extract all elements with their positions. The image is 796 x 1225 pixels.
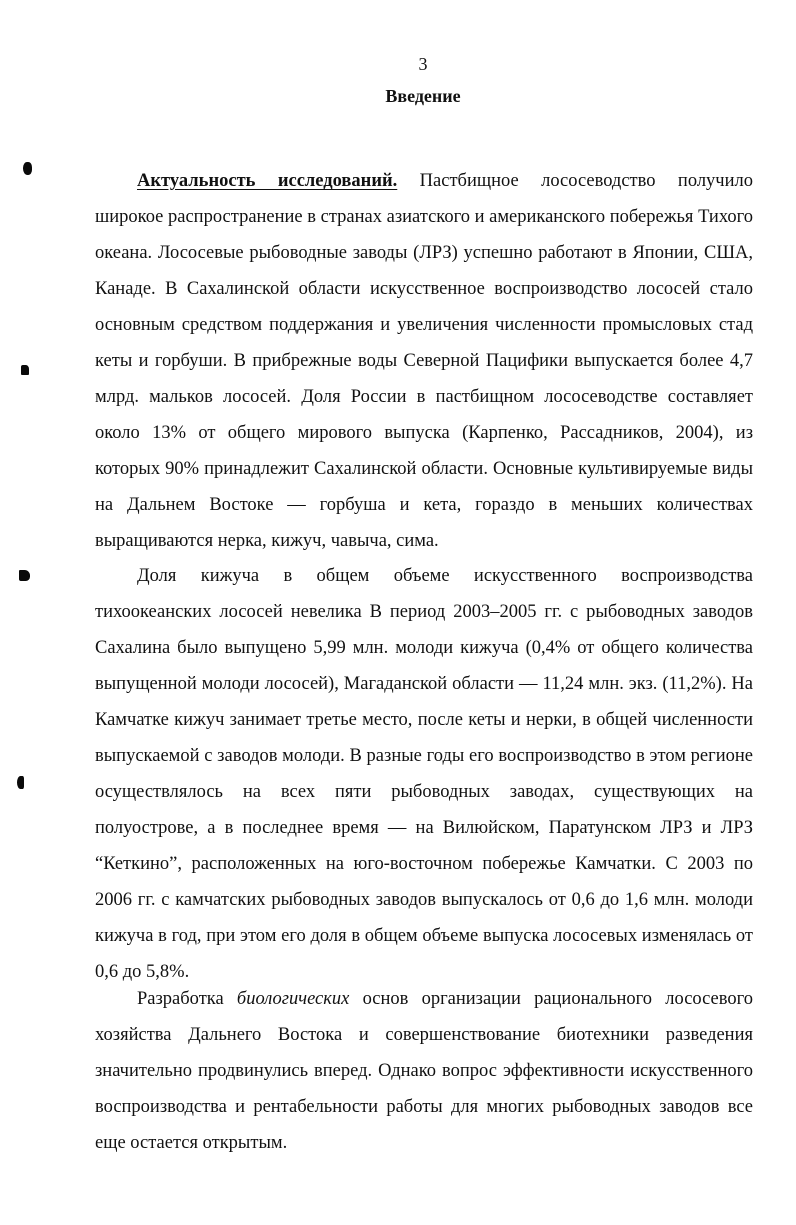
scan-mark-icon	[21, 365, 29, 375]
paragraph-coho-share	[95, 558, 753, 990]
paragraph-text: Пастбищное лососеводство получило широкое распространение в странах азиатского и американского побережья Тихого океана. Лососевые рыбоводные заводы (ЛРЗ) успешно работают в Японии, США, Канаде. В Сахалинской области искусственное воспроизводство лососей стало основным средством поддержания и увеличения численности промысловых стад кеты и горбуши. В прибрежные воды Северной Пацифики выпускается более 4,7 млрд. мальков лососей. Доля России в пастбищном лососеводстве составляет около 13% от общего мирового выпуска (Карпенко, Рассадников, 2004), из которых 90% принадлежит Сахалинской области. Основные культивируемые виды на Дальнем Востоке — горбуша и кета, гораздо в меньших количествах выращиваются нерка, кижуч, чавыча, сима.	[95, 171, 753, 551]
scan-mark-icon	[19, 570, 30, 581]
page-number: 3	[418, 54, 428, 74]
scan-mark-icon	[23, 162, 32, 175]
paragraph-text: основ организации рационального лососевого хозяйства Дальнего Востока и совершенствование биотехники разведения значительно продвинулись вперед. Однако вопрос эффективности искусственного воспроизводства и рентабельности работы для многих рыбоводных заводов все еще остается открытым.	[95, 989, 753, 1153]
section-lead-heading: Актуальность исследований.	[137, 171, 398, 191]
paragraph-text: Доля кижуча в общем объеме искусственного воспроизводства тихоокеанских лососей невелика В период 2003–2005 гг. с рыбоводных заводов Сахалина было выпущено 5,99 млн. молоди кижуча (0,4% от общего количества выпущенной молоди лососей), Магаданской области — 11,24 млн. экз. (11,2%). На Камчатке кижуч занимает третье место, после кеты и нерки, в общей численности выпускаемой с заводов молоди. В разные годы его воспроизводство в этом регионе осуществлялось на всех пяти рыбоводных заводах, существующих на полуострове, а в последнее время — на Вилюйском, Паратунском ЛРЗ и ЛРЗ “Кеткино”, расположенных на юго-восточном побережье Камчатки. С 2003 по 2006 гг. с камчатских рыбоводных заводов выпускалось от 0,6 до 1,6 млн. молоди кижуча в год, при этом его доля в общем объеме выпуска лососевых изменялась от 0,6 до 5,8%.	[95, 566, 753, 982]
paragraph-relevance	[95, 163, 753, 559]
paragraph-text: Разработка	[137, 989, 237, 1009]
emphasized-word: биологических	[236, 989, 350, 1009]
page-title: Введение	[385, 86, 461, 106]
paragraph-development	[95, 981, 753, 1161]
scan-mark-icon	[17, 776, 24, 789]
